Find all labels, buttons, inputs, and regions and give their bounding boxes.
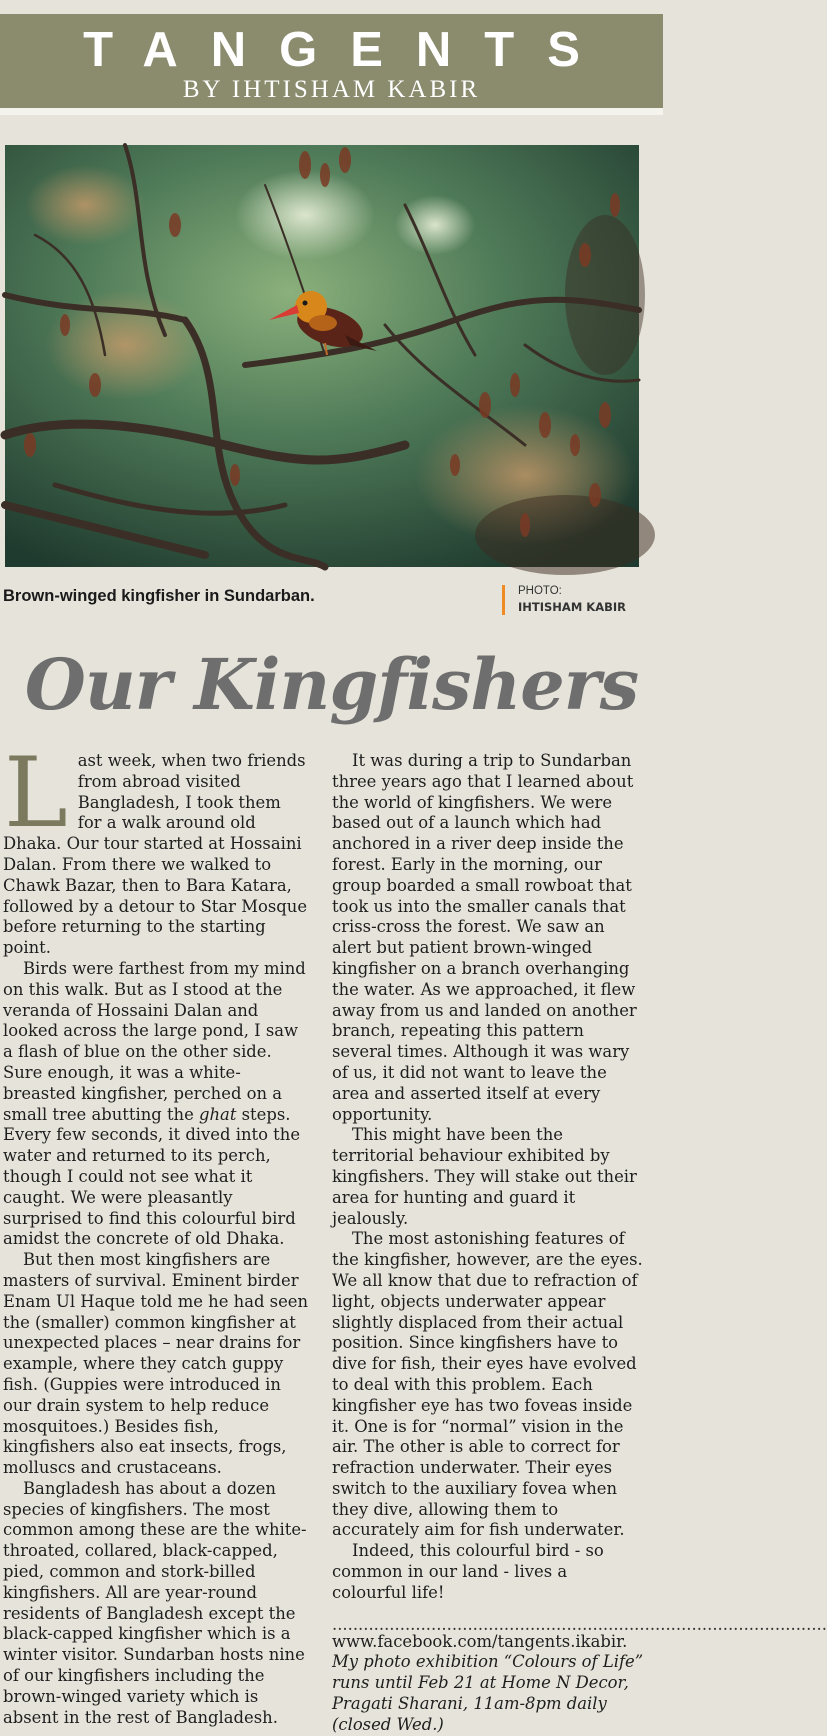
masthead <box>0 14 663 110</box>
article-paragraph: This might have been the territorial behaviour exhibited by kingfishers. They will stake out their area for hunting and guard it jealously. <box>332 1125 637 1228</box>
photo-credit-label: PHOTO: <box>518 585 562 597</box>
photo-credit-divider <box>502 585 505 615</box>
article-paragraph: Bangladesh has about a dozen species of kingfishers. The most common among these are the white-throated, collared, black-capped, pied, common and stork-billed kingfishers. All are year-round residents of Bangladesh except the black-capped kingfisher which is a winter visitor. Sundarban hosts nine of our kingfishers including the brown-winged variety which is absent in the rest of Bangladesh. <box>3 1478 307 1727</box>
exhibition-note: My photo exhibition “Colours of Life” runs until Feb 21 at Home N Decor, Pragati Sharani, 11am-8pm daily (closed Wed.) <box>332 1652 644 1734</box>
footnote-divider: ............................................................................................... <box>332 1614 827 1634</box>
column-byline: BY IHTISHAM KABIR <box>182 76 481 103</box>
drop-cap: L <box>4 737 68 849</box>
column-title: TANGENTS <box>83 23 613 77</box>
photo-credit-name: IHTISHAM KABIR <box>518 600 626 614</box>
article-headline: Our Kingfishers <box>24 643 639 726</box>
article-column-left <box>3 737 309 1728</box>
facebook-link[interactable]: www.facebook.com/tangents.ikabir. <box>332 1631 628 1651</box>
article-paragraph: Birds were farthest from my mind on this walk. But as I stood at the veranda of Hossaini Dalan and looked across the large pond, I saw a flash of blue on the other side. Sure enough, it was a white-breasted kingfisher, perched on a small tree abutting the ghat steps. Every few seconds, it dived into the water and returned to its perch, though I could not see what it caught. We were pleasantly surprised to find this colourful bird amidst the concrete of old Dhaka. <box>3 958 306 1249</box>
article-column-right <box>332 751 827 1736</box>
article-paragraph: But then most kingfishers are masters of survival. Eminent birder Enam Ul Haque told me he had seen the (smaller) common kingfisher at unexpected places – near drains for example, where they catch guppy fish. (Guppies were introduced in our drain system to help reduce mosquitoes.) Besides fish, kingfishers also eat insects, frogs, molluscs and crustaceans. <box>3 1250 309 1478</box>
article-footnote <box>332 1614 827 1736</box>
article-paragraph: The most astonishing features of the kingfisher, however, are the eyes. We all know that due to refraction of light, objects underwater appear slightly displaced from their actual position. Since kingfishers have to dive for fish, their eyes have evolved to deal with this problem. Each kingfisher eye has two foveas inside it. One is for “normal” vision in the air. The other is able to correct for refraction underwater. Their eyes switch to the auxiliary fovea when they dive, allowing them to accurately aim for fish underwater. <box>332 1229 643 1540</box>
kingfisher-photo-image <box>5 145 639 567</box>
article-paragraph: Indeed, this colourful bird - so common in our land - lives a colourful life! <box>332 1541 604 1602</box>
article-paragraph: It was during a trip to Sundarban three years ago that I learned about the world of kingfishers. We were based out of a launch which had anchored in a river deep inside the forest. Early in the morning, our group boarded a small rowboat that took us into the smaller canals that criss-cross the forest. We saw an alert but patient brown-winged kingfisher on a branch overhanging the water. As we approached, it flew away from us and landed on another branch, repeating this pattern several times. Although it was wary of us, it did not want to leave the area and asserted itself at every opportunity. <box>332 751 637 1124</box>
photo-caption: Brown-winged kingfisher in Sundarban. <box>3 587 315 605</box>
article-paragraph: Last week, when two friends from abroad visited Bangladesh, I took them for a walk around old Dhaka. Our tour started at Hossaini Dalan. From there we walked to Chawk Bazar, then to Bara Katara, followed by a detour to Star Mosque before returning to the starting point. <box>3 737 308 958</box>
kingfisher-photo <box>5 145 639 567</box>
